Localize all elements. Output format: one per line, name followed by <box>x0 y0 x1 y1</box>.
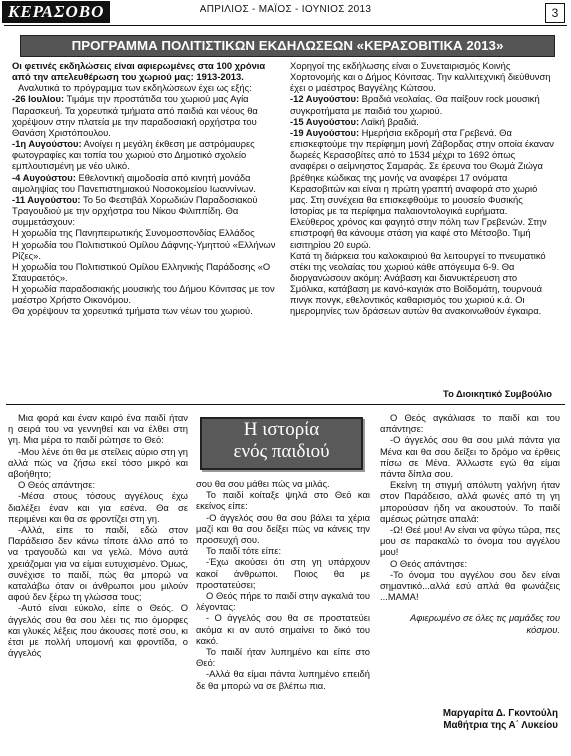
story-author-signature <box>380 708 558 733</box>
story-paragraph: -Ω! Θεέ μου! Αν είναι να φύγω τώρα, πες μου σε παρακαλώ το όνομα του αγγέλου μου! <box>380 524 560 558</box>
story-paragraph: -Αλλά θα είμαι πάντα λυπημένο επειδή δε θα μπορώ να σε βλέπω πια. <box>196 668 370 691</box>
story-paragraph: -Αλλά, είπε το παιδί, εδώ στον Παράδεισο δεν κάνω τίποτε άλλο από το να τραγουδώ και να γελώ. Μόνο αυτά χρειάζομαι για να είμαι ευτυχισμένο. Όμως, συνέχισε το παιδί, πώς θα μπορώ να καταλάβω όταν οι άνθρωποι μου μιλούν αφού δεν ξέρω τη γλώσσα τους; <box>8 524 188 603</box>
choir-item: Η χορωδία του Πολιτιστικού Ομίλου Ελληνικής Παράδοσης «Ο Σταυραετός». <box>12 260 271 283</box>
story-paragraph: -Αυτό είναι εύκολο, είπε ο Θεός. Ο άγγελός σου θα σου λέει τις πιο όμορφες και γλυκές λέξεις που άκουσες ποτέ σου, κι έτσι με πολλή υπομονή και φροντίδα, ο άγγελός <box>8 602 188 659</box>
story-column-middle <box>196 478 370 691</box>
program-closing: Κατά τη διάρκεια του καλοκαιριού θα λειτουργεί το πνευματικό στέκι της νεολαίας του χωριού κάθε απόγευμα 6-9. Θα διοργανώσουν ακόμη: Ανάβαση και διανυκτέρευση στο Σμόλικα, κατάβαση με κανό-καγιάκ στο Βοϊδομάτη, τουρνουά πινγκ πονγκ, εθελοντικός καθαρισμός του χωριού κ.ά. Οι ημερομηνίες των δράσεων αυτών θα ανακοινωθούν έγκαιρα. <box>290 249 546 317</box>
program-lead: Αναλυτικά το πρόγραμμα των εκδηλώσεων έχει ως εξής: <box>18 82 252 94</box>
story-paragraph: Το παιδί ήταν λυπημένο και είπε στο Θεό: <box>196 646 370 669</box>
story-paragraph: -Έχω ακούσει ότι στη γη υπάρχουν κακοί άνθρωποι. Ποιος θα με προστατεύσει; <box>196 556 370 590</box>
story-paragraph: -Ο άγγελός σου θα σου βάλει τα χέρια μαζί και θα σου δείξει πώς να κάνεις την προσευχή σου. <box>196 511 370 546</box>
program-item-date: -19 Αυγούστου: <box>290 126 360 138</box>
story-paragraph: Ο Θεός αγκάλιασε το παιδί και του απάντησε: <box>380 412 560 435</box>
dance-note: Θα χορέψουν τα χορευτικά τμήματα των νέων του χωριού. <box>12 305 253 317</box>
board-signature: Το Διοικητικό Συμβούλιο <box>443 388 552 399</box>
program-item <box>12 194 276 227</box>
program-item <box>12 93 276 138</box>
choir-item: Η χορωδία παραδοσιακής μουσικής του Δήμου Κόνιτσας με τον μαέστρο Χρήστο Οικονόμου. <box>12 283 275 306</box>
program-item-date: -11 Αυγούστου: <box>12 193 81 205</box>
story-paragraph: Μια φορά και έναν καιρό ένα παιδί ήταν η σειρά του να γεννηθεί και να έλθει στη γη. Μια μέρα το παιδί ρώτησε το Θεό: <box>8 412 188 446</box>
story-title-box <box>200 417 363 470</box>
story-title-line: ενός παιδιού <box>233 441 330 462</box>
story-paragraph: -Το όνομα του αγγέλου σου δεν είναι σημαντικό...αλλά εσύ απλά θα φωνάζεις ...ΜΑΜΑ! <box>380 568 560 603</box>
story-column-left <box>8 412 188 658</box>
story-dedication: Αφιερωμένο σε όλες τις μαμάδες του κόσμου. <box>410 612 560 635</box>
page-number: 3 <box>545 3 565 23</box>
program-item-text: Τιμάμε την προστάτιδα του χωριού μας Αγία Παρασκευή. Τα χορευτικά τμήματα από παιδιά και νέους θα χορέψουν στην πλατεία με την παραδοσιακή ορχήστρα του Θανάση Χριστόπουλου. <box>12 93 258 138</box>
program-item-date: -1η Αυγούστου: <box>12 138 82 150</box>
story-paragraph: Το παιδί κοίταξε ψηλά στο Θεό και εκείνος είπε: <box>196 489 370 512</box>
program-item <box>290 127 554 250</box>
program-intro: Οι φετινές εκδηλώσεις είναι αφιερωμένες στα 100 χρόνια από την απελευθέρωση του χωριού μας: 1913-2013. <box>12 60 266 83</box>
program-title-banner: ΠΡΟΓΡΑΜΜΑ ΠΟΛΙΤΙΣΤΙΚΩΝ ΕΚΔΗΛΩΣΕΩΝ «ΚΕΡΑΣΟΒΙΤΙΚΑ 2013» <box>20 35 555 57</box>
page-header <box>0 0 571 28</box>
program-item <box>12 172 276 194</box>
story-author-role: Μαθήτρια της Α΄ Λυκείου <box>443 720 558 732</box>
program-item-text: Εθελοντική αιμοδοσία από κινητή μονάδα αιμοληψίας του Πανεπιστημιακού Νοσοκομείου Ιωαννίνων. <box>12 171 256 194</box>
story-paragraph: Ο Θεός πήρε το παιδί στην αγκαλιά του λέγοντας: <box>196 590 370 613</box>
program-item-date: -26 Ιουλίου: <box>12 93 65 105</box>
header-rule <box>4 25 567 26</box>
story-paragraph: Το παιδί τότε είπε: <box>206 545 282 557</box>
story-paragraph: Ο Θεός απάντησε: <box>18 479 96 491</box>
story-author-name: Μαργαρίτα Δ. Γκοντούλη <box>442 708 558 719</box>
program-column-right <box>290 60 554 317</box>
choir-item: Η χορωδία της Πανηπειρωτικής Συνομοσπονδίας Ελλάδος <box>12 227 255 239</box>
program-item-text: Λαϊκή βραδιά. <box>359 115 419 127</box>
program-item-text: Ημερήσια εκδρομή στα Γρεβενά. Θα επισκεφτούμε την περίφημη μονή Ζάβορδας στην οποία έκαναν δωρεές Κερασοβίτες από το 1534 μέχρι το 1692 όπως αναφέρει ο αείμνηστος Σαμαράς. Σε έρευνα του Θωμά Ζιώγα βρέθηκε κώδικας της μονής να αναφέρει 17 ονόματα Κερασοβιτών και είναι η πρώτη γραπτή αναφορά στο χωριό μας. Στη συνέχεια θα επισκεφθούμε το μουσείο Φυσικής Ιστορίας με τα περίφημα παλαιοντολογικά ευρήματα. Ελεύθερος χρόνος και φαγητό στην πόλη των Γρεβενών. Στην επιστροφή θα κάνουμε στάση για καφέ στο Μέτσοβο. Τιμή εισιτηρίου 20 ευρώ. <box>290 126 554 250</box>
program-item <box>12 138 276 171</box>
program-item-date: -15 Αυγούστου: <box>290 115 360 127</box>
story-paragraph: σου θα σου μάθει πώς να μιλάς. <box>196 478 330 489</box>
program-item-date: -4 Αυγούστου: <box>12 171 76 183</box>
story-paragraph: -Μου λένε ότι θα με στείλεις αύριο στη γη αλλά πώς να ζήσω εκεί τόσο μικρό και αβοήθητο; <box>8 445 188 480</box>
sponsors-note: Χορηγοί της εκδήλωσης είναι ο Συνεταιρισμός Κοινής Χορτονομής και ο Δήμος Κόνιτσας. Την καλλιτεχνική διεύθυνση έχει ο μαέστρος Βαγγέλης Κώτσου. <box>290 60 551 94</box>
story-paragraph: - Ο άγγελός σου θα σε προστατεύει ακόμα κι αν αυτό σημαίνει το δικό του κακό. <box>196 612 370 646</box>
section-divider <box>6 404 565 405</box>
program-item-date: -12 Αυγούστου: <box>290 93 360 105</box>
program-item-text: Ανοίγει η μεγάλη έκθεση με αστρόμαυρες φωτογραφίες και τοπία του χωριού στο Δημοτικό σχολείο εμπλουτισμένη με νέο υλικό. <box>12 138 255 172</box>
program-column-left <box>12 60 276 317</box>
story-paragraph: Ο Θεός απάντησε: <box>390 557 468 569</box>
program-item-text: Βραδιά νεολαίας. Θα παίξουν rock μουσική συγκροτήματα με παιδιά του χωριού. <box>290 93 540 116</box>
program-item <box>290 93 554 115</box>
story-paragraph: -Ο άγγελός σου θα σου μιλά πάντα για Μένα και θα σου δείξει το δρόμο να έρθεις πίσω σε Μένα. Άλλωστε εγώ θα είμαι πάντα δίπλα σου. <box>380 434 560 480</box>
program-item <box>290 116 554 127</box>
program-item-text: Το 5ο Φεστιβάλ Χορωδιών Παραδοσιακού Τραγουδιού με την ορχήστρα του Νίκου Φιλιππίδη. Θα συμμετάσχουν: <box>12 193 258 228</box>
story-title-line: Η ιστορία <box>243 419 320 440</box>
story-paragraph: Εκείνη τη στιγμή απόλυτη γαλήνη ήταν στον Παράδεισο, αλλά φωνές από τη γη μπορούσαν ήδη να ακουστούν. Το παιδί αμέσως ρώτησε απαλά: <box>380 479 560 524</box>
choir-item: Η χορωδία του Πολιτιστικού Ομίλου Δάφνης-Υμηττού «Ελλήνων Ρίζες». <box>12 238 276 261</box>
newspaper-logo: ΚΕΡΑΣΟΒΟ <box>2 1 110 23</box>
issue-dateline: ΑΠΡΙΛΙΟΣ - ΜΑΪΟΣ - ΙΟΥΝΙΟΣ 2013 <box>199 4 372 15</box>
story-column-right <box>380 412 560 635</box>
story-paragraph: -Μέσα στους τόσους αγγέλους έχω διαλέξει έναν και για εσένα. Θα σε περιμένει και θα σε φροντίζει στη γη. <box>8 490 188 524</box>
